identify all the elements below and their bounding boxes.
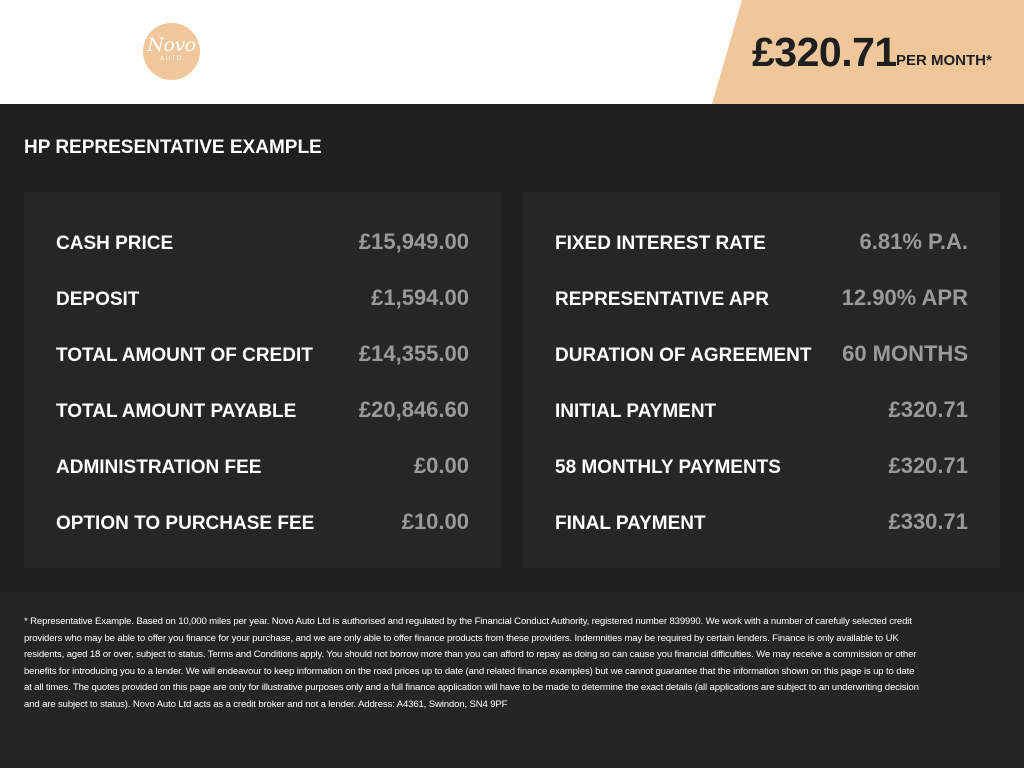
- row-label: CASH PRICE: [56, 233, 174, 254]
- row-label: REPRESENTATIVE APR: [555, 289, 769, 310]
- row-value: £10.00: [401, 509, 469, 534]
- row-label: INITIAL PAYMENT: [555, 401, 717, 422]
- row-label: 58 MONTHLY PAYMENTS: [555, 457, 781, 478]
- row-value: £20,846.60: [358, 397, 469, 422]
- row-value: £15,949.00: [358, 229, 469, 254]
- row-value: 60 MONTHS: [842, 341, 968, 366]
- row-value: £14,355.00: [358, 341, 469, 366]
- row-label: FINAL PAYMENT: [555, 513, 706, 534]
- row-value: 6.81% P.A.: [859, 229, 968, 254]
- monthly-price-suffix: PER MONTH*: [896, 52, 992, 69]
- fixed-interest-rate-row: [523, 228, 1000, 260]
- row-label: TOTAL AMOUNT PAYABLE: [56, 401, 297, 422]
- row-label: FIXED INTEREST RATE: [555, 233, 766, 254]
- option-to-purchase-fee-row: [24, 508, 501, 540]
- row-label: OPTION TO PURCHASE FEE: [56, 513, 315, 534]
- finance-details-left-panel: [24, 192, 501, 568]
- total-payable-row: [24, 396, 501, 428]
- monthly-price: £320.71: [752, 29, 897, 75]
- row-value: 12.90% APR: [841, 285, 968, 310]
- deposit-row: [24, 284, 501, 316]
- logo-subtext: AUTO: [160, 56, 183, 62]
- row-label: TOTAL AMOUNT OF CREDIT: [56, 345, 313, 366]
- total-credit-row: [24, 340, 501, 372]
- initial-payment-row: [523, 396, 1000, 428]
- representative-example-disclaimer: * Representative Example. Based on 10,000 miles per year. Novo Auto Ltd is authorised and regulated by the Financial Conduct Authority, registered number 839990. We work with a number of carefully selected credit providers who may be able to offer you finance for your purchase, and we are only able to offer finance products from these providers. Indemnities may be required by certain lenders. Finance is only available to UK residents, aged 18 or over, subject to status. Terms and Conditions apply. You should not borrow more than you can afford to repay as doing so can cause you financial difficulties. We may receive a commission or other benefits for introducing you to a lender. We will endeavour to keep information on the road prices up to date (and related finance examples) but we cannot guarantee that the information shown on this page is up to date at all times. The quotes provided on this page are only for illustrative purposes only and a full finance application will have to be made to determine the exact details (all applications are subject to an underwriting decision and are subject to status). Novo Auto Ltd acts as a credit broker and not a lender. Address: A4361, Swindon, SN4 9PF: [24, 616, 919, 710]
- row-label: DURATION OF AGREEMENT: [555, 345, 812, 366]
- monthly-payments-row: [523, 452, 1000, 484]
- row-value: £320.71: [888, 453, 968, 478]
- row-label: DEPOSIT: [56, 289, 140, 310]
- duration-row: [523, 340, 1000, 372]
- representative-apr-row: [523, 284, 1000, 316]
- admin-fee-row: [24, 452, 501, 484]
- row-label: ADMINISTRATION FEE: [56, 457, 262, 478]
- row-value: £330.71: [888, 509, 968, 534]
- final-payment-row: [523, 508, 1000, 540]
- cash-price-row: [24, 228, 501, 260]
- section-title: HP REPRESENTATIVE EXAMPLE: [24, 137, 322, 158]
- logo-wordmark: Novo: [147, 34, 196, 56]
- row-value: £1,594.00: [371, 285, 469, 310]
- novo-auto-logo[interactable]: [143, 23, 200, 80]
- finance-details-right-panel: [523, 192, 1000, 568]
- row-value: £0.00: [413, 453, 469, 478]
- header-bar: [0, 0, 1024, 104]
- row-value: £320.71: [888, 397, 968, 422]
